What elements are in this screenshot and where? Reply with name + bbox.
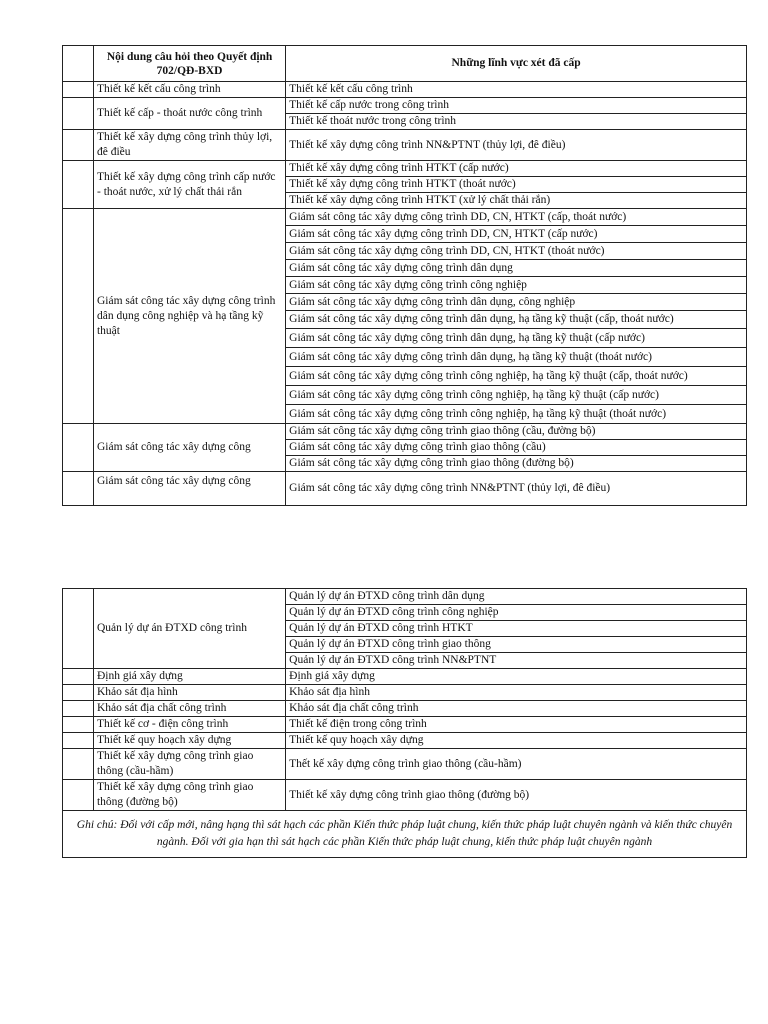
table-row [63, 424, 747, 440]
header-question-content: Nội dung câu hỏi theo Quyết định 702/QĐ-BXD [93, 46, 285, 82]
field-cell: Thiết kế kết cấu công trình [286, 82, 747, 98]
index-cell [63, 669, 94, 685]
field-cell: Giám sát công tác xây dựng công trình giao thông (cầu) [286, 440, 747, 456]
table-row [63, 130, 747, 161]
field-cell: Định giá xây dựng [286, 669, 747, 685]
question-cell: Thiết kế xây dựng công trình giao thông (cầu-hầm) [93, 749, 285, 780]
table-row [63, 669, 747, 685]
index-cell [63, 733, 94, 749]
index-cell [63, 161, 94, 209]
index-cell [63, 589, 94, 669]
table-row [63, 685, 747, 701]
field-cell: Khảo sát địa chất công trình [286, 701, 747, 717]
question-cell: Khảo sát địa hình [93, 685, 285, 701]
field-cell: Giám sát công tác xây dựng công trình công nghiệp, hạ tầng kỹ thuật (cấp, thoát nước) [286, 367, 747, 386]
field-cell: Thiết kế xây dựng công trình HTKT (xử lý chất thải rắn) [286, 193, 747, 209]
header-fields-granted: Những lĩnh vực xét đã cấp [286, 46, 747, 82]
field-cell: Giám sát công tác xây dựng công trình giao thông (cầu, đường bộ) [286, 424, 747, 440]
field-cell: Giám sát công tác xây dựng công trình DD, CN, HTKT (thoát nước) [286, 243, 747, 260]
index-cell [63, 749, 94, 780]
field-cell: Thiết kế xây dựng công trình giao thông (đường bộ) [286, 780, 747, 811]
field-cell: Quản lý dự án ĐTXD công trình dân dụng [286, 589, 747, 605]
table-row [63, 733, 747, 749]
index-cell [63, 130, 94, 161]
question-cell: Khảo sát địa chất công trình [93, 701, 285, 717]
field-cell: Khảo sát địa hình [286, 685, 747, 701]
index-cell [63, 98, 94, 130]
qualification-table-2 [62, 588, 747, 858]
table-header-row [63, 46, 747, 82]
question-cell: Thiết kế xây dựng công trình thủy lợi, đê điều [93, 130, 285, 161]
question-cell: Định giá xây dựng [93, 669, 285, 685]
field-cell: Giám sát công tác xây dựng công trình dân dụng, hạ tầng kỹ thuật (cấp, thoát nước) [286, 311, 747, 329]
question-cell: Giám sát công tác xây dựng công trình dân dụng công nghiệp và hạ tầng kỹ thuật [93, 209, 285, 424]
question-cell: Giám sát công tác xây dựng công [93, 424, 285, 472]
index-cell [63, 424, 94, 472]
field-cell: Thiết kế điện trong công trình [286, 717, 747, 733]
note-row [63, 811, 747, 858]
index-cell [63, 82, 94, 98]
field-cell: Thiết kế xây dựng công trình NN&PTNT (thủy lợi, đê điều) [286, 130, 747, 161]
table-row [63, 209, 747, 226]
field-cell: Thiết kế cấp nước trong công trình [286, 98, 747, 114]
index-cell [63, 472, 94, 506]
field-cell: Giám sát công tác xây dựng công trình giao thông (đường bộ) [286, 456, 747, 472]
field-cell: Giám sát công tác xây dựng công trình công nghiệp, hạ tầng kỹ thuật (cấp nước) [286, 386, 747, 405]
field-cell: Giám sát công tác xây dựng công trình NN&PTNT (thủy lợi, đê điều) [286, 472, 747, 506]
question-cell: Thiết kế cấp - thoát nước công trình [93, 98, 285, 130]
field-cell: Thiết kế xây dựng công trình HTKT (cấp nước) [286, 161, 747, 177]
field-cell: Thết kế xây dựng công trình giao thông (cầu-hầm) [286, 749, 747, 780]
table-row [63, 780, 747, 811]
field-cell: Giám sát công tác xây dựng công trình dân dụng, công nghiệp [286, 294, 747, 311]
index-cell [63, 780, 94, 811]
index-cell [63, 685, 94, 701]
note-text: Ghi chú: Đối với cấp mới, nâng hạng thì sát hạch các phần Kiến thức pháp luật chung, kiến thức pháp luật chuyên ngành và kiến thức chuyên ngành. Đối với gia hạn thì sát hạch các phần Kiến thức pháp luật chung, kiến thức pháp luật chuyên ngành [63, 811, 747, 858]
table-row [63, 161, 747, 177]
field-cell: Quản lý dự án ĐTXD công trình NN&PTNT [286, 653, 747, 669]
field-cell: Giám sát công tác xây dựng công trình DD, CN, HTKT (cấp nước) [286, 226, 747, 243]
field-cell: Thiết kế quy hoạch xây dựng [286, 733, 747, 749]
field-cell: Giám sát công tác xây dựng công trình dân dụng, hạ tầng kỹ thuật (thoát nước) [286, 348, 747, 367]
table-row [63, 717, 747, 733]
question-cell: Thiết kế xây dựng công trình cấp nước - thoát nước, xử lý chất thải rắn [93, 161, 285, 209]
table-row [63, 589, 747, 605]
question-cell: Thiết kế kết cấu công trình [93, 82, 285, 98]
question-cell: Thiết kế cơ - điện công trình [93, 717, 285, 733]
field-cell: Giám sát công tác xây dựng công trình dân dụng, hạ tầng kỹ thuật (cấp nước) [286, 329, 747, 348]
index-cell [63, 701, 94, 717]
index-cell [63, 209, 94, 424]
table-row [63, 749, 747, 780]
question-cell: Quản lý dự án ĐTXD công trình [93, 589, 285, 669]
field-cell: Quản lý dự án ĐTXD công trình giao thông [286, 637, 747, 653]
field-cell: Thiết kế xây dựng công trình HTKT (thoát nước) [286, 177, 747, 193]
field-cell: Giám sát công tác xây dựng công trình DD, CN, HTKT (cấp, thoát nước) [286, 209, 747, 226]
index-cell [63, 717, 94, 733]
field-cell: Thiết kế thoát nước trong công trình [286, 114, 747, 130]
qualification-table-1 [62, 45, 747, 506]
table-row [63, 82, 747, 98]
table-row [63, 472, 747, 506]
field-cell: Quản lý dự án ĐTXD công trình công nghiệp [286, 605, 747, 621]
question-cell: Thiết kế quy hoạch xây dựng [93, 733, 285, 749]
field-cell: Quản lý dự án ĐTXD công trình HTKT [286, 621, 747, 637]
field-cell: Giám sát công tác xây dựng công trình dân dụng [286, 260, 747, 277]
question-cell: Giám sát công tác xây dựng công [93, 472, 285, 506]
table-row [63, 98, 747, 114]
field-cell: Giám sát công tác xây dựng công trình công nghiệp [286, 277, 747, 294]
question-cell: Thiết kế xây dựng công trình giao thông (đường bộ) [93, 780, 285, 811]
field-cell: Giám sát công tác xây dựng công trình công nghiệp, hạ tầng kỹ thuật (thoát nước) [286, 405, 747, 424]
index-cell [63, 46, 94, 82]
table-row [63, 701, 747, 717]
